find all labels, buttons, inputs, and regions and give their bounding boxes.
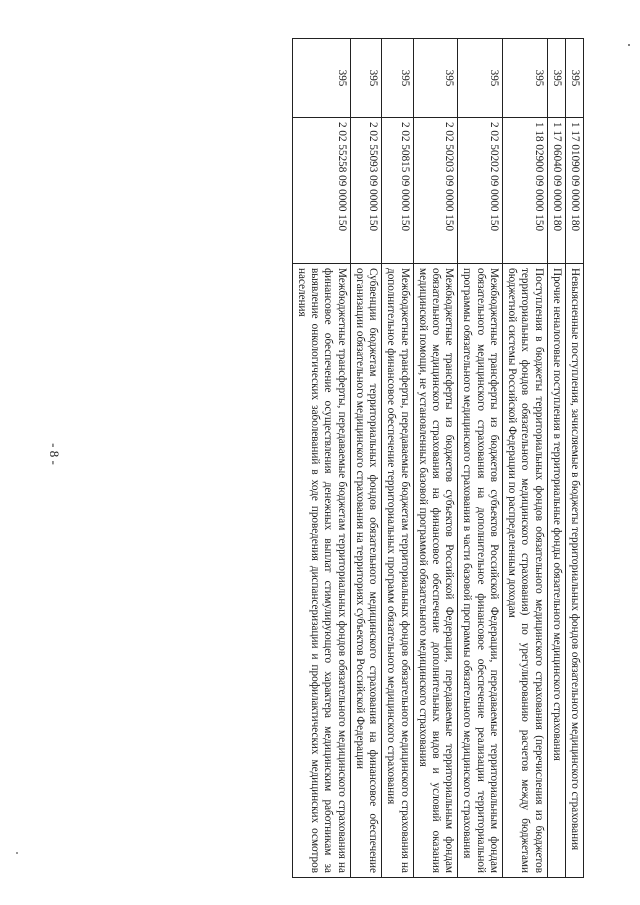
revenue-name-cell: Межбюджетные трансферты из бюджетов субъектов Российской Федерации, передаваемые территориальным фондам обязательного медицинского страхования на дополнительное финансовое обеспечение реализации территориальной программы обязательного медицинского страхования в части базовой программы обязательного медицинского страхования: [458, 264, 503, 878]
table-body: [292, 39, 583, 878]
revenue-name-cell: Субвенции бюджетам территориальных фондов обязательного медицинского страхования на финансовое обеспечение организации обязательного медицинского страхования на территориях субъектов Российской Федерации: [350, 264, 381, 878]
revenue-name-cell: Межбюджетные трансферты из бюджетов субъектов Российской Федерации, передаваемые территориальным фондам обязательного медицинского страхования на финансовое обеспечение дополнительных видов и условий оказания медицинской помощи, не установленных базовой программой обязательного медицинского страхования: [413, 264, 458, 878]
budget-code-cell: 2 02 50203 09 0000 150: [413, 118, 458, 264]
budget-code-cell: 1 18 02900 09 0000 150: [502, 118, 547, 264]
revenue-name-cell: Межбюджетные трансферты, передаваемые бюджетам территориальных фондов обязательного медицинского страхования на финансовое обеспечение осуществления денежных выплат стимулирующего характера медицинским работникам за выявление онкологических заболеваний в ходе проведения диспансеризации и профилактических медицинских осмотров населения: [292, 264, 350, 878]
admin-code-cell: 395: [350, 39, 381, 118]
table-row: [547, 39, 565, 878]
revenue-name-cell: Поступления в бюджеты территориальных фондов обязательного медицинского страхования (перечисления из бюджетов территориальных фондов обязательного медицинского страхования) по урегулированию расчетов между бюджетами бюджетной системы Российской Федерации по распределенным доходам: [502, 264, 547, 878]
page-number: - 8 -: [47, 443, 62, 465]
admin-code-cell: 395: [565, 39, 583, 118]
budget-code-cell: 2 02 50202 09 0000 150: [458, 118, 503, 264]
revenue-name-cell: Прочие неналоговые поступления в территориальные фонды обязательного медицинского страхования: [547, 264, 565, 878]
admin-code-cell: 395: [547, 39, 565, 118]
table-row: [350, 39, 381, 878]
table-row: [413, 39, 458, 878]
admin-code-cell: 395: [458, 39, 503, 118]
budget-code-cell: 1 17 06040 09 0000 180: [547, 118, 565, 264]
table-row: [382, 39, 413, 878]
revenue-name-cell: Межбюджетные трансферты, передаваемые бюджетам территориальных фондов обязательного медицинского страхования на дополнительное финансовое обеспечение территориальных программ обязательного медицинского страхования: [382, 264, 413, 878]
admin-code-cell: 395: [292, 39, 350, 118]
table-row: [502, 39, 547, 878]
table-row: [458, 39, 503, 878]
budget-code-cell: 1 17 01090 09 0000 180: [565, 118, 583, 264]
landscape-page: [64, 38, 584, 878]
admin-code-cell: 395: [413, 39, 458, 118]
budget-code-cell: 2 02 50815 09 0000 150: [382, 118, 413, 264]
table-row: [565, 39, 583, 878]
admin-code-cell: 395: [502, 39, 547, 118]
rotated-document: [64, 38, 584, 878]
budget-revenue-table: [292, 38, 584, 878]
budget-code-cell: 2 02 55093 09 0000 150: [350, 118, 381, 264]
scan-speck: [16, 852, 18, 854]
scan-speck: [628, 44, 630, 46]
table-row: [292, 39, 350, 878]
admin-code-cell: 395: [382, 39, 413, 118]
revenue-name-cell: Невыясненные поступления, зачисляемые в бюджеты территориальных фондов обязательного медицинского страхования: [565, 264, 583, 878]
budget-code-cell: 2 02 55258 09 0000 150: [292, 118, 350, 264]
